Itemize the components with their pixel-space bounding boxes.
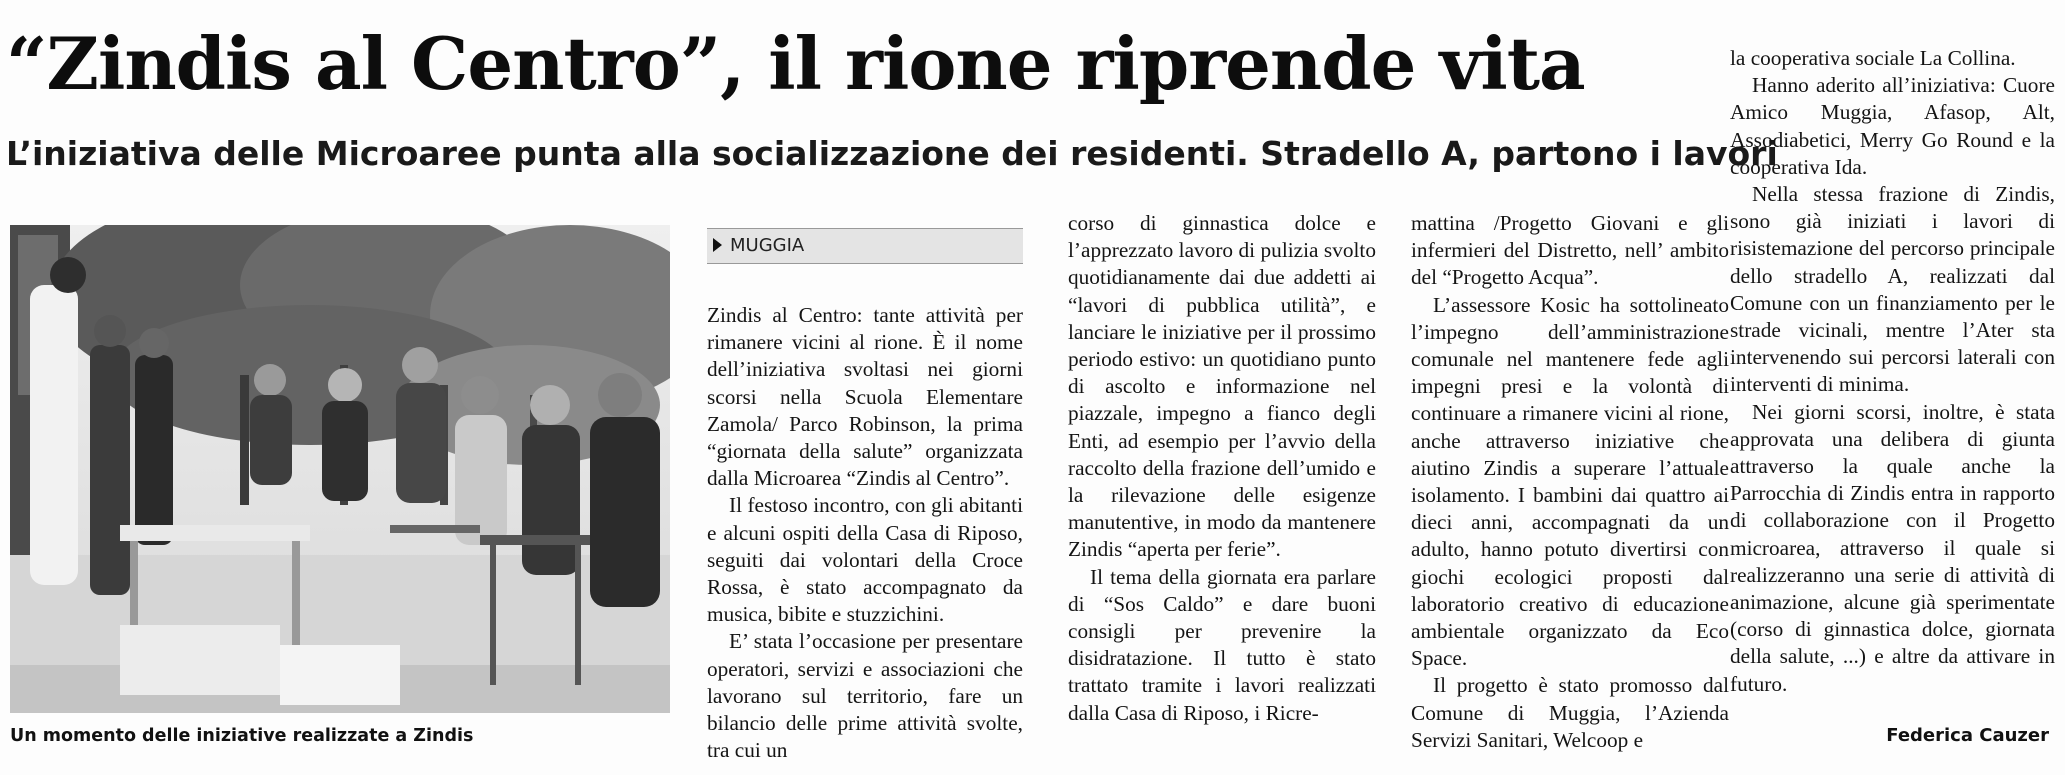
column-4: [1730, 45, 2055, 698]
paragraph: Il tema della giornata era parlare di “Sos Caldo” e dare buoni consigli per prevenire la disidratazione. Il tutto è stato trattato tramite i lavori realizzati dalla Casa di Riposo, i Ricre-: [1068, 564, 1376, 725]
paragraph: L’assessore Kosic ha sottolineato l’impegno dell’amministrazione comunale nel mantenere fede agli impegni presi e la volontà di continuare a rimanere vicini al rione, anche attraverso iniziative che aiutino Zindis a superare l’attuale isolamento. I bambini dai quattro ai dieci anni, accompagnati da un adulto, hanno potuto divertirsi con giochi ecologici proposti dal laboratorio creativo di educazione ambientale organizzato da Eco Space.: [1411, 292, 1729, 671]
photo-caption: Un momento delle iniziative realizzate a Zindis: [10, 726, 474, 746]
paragraph: Zindis al Centro: tante attività per rimanere vicini al rione. È il nome dell’iniziativa svoltasi nei giorni scorsi nella Scuola Elementare Zamola/ Parco Robinson, la prima “giornata della salute” organizzata dalla Microarea “Zindis al Centro”.: [707, 303, 1023, 491]
paragraph: la cooperativa sociale La Collina.: [1730, 46, 2016, 70]
section-marker-icon: [713, 238, 722, 252]
paragraph: Il progetto è stato promosso dal Comune di Muggia, l’Azienda Servizi Sanitari, Welcoop e: [1411, 673, 1729, 752]
column-2: [1068, 210, 1376, 727]
article-photo: [10, 225, 670, 713]
column-1: [707, 302, 1023, 764]
section-label: MUGGIA: [730, 235, 805, 256]
paragraph: Hanno aderito all’iniziativa: Cuore Amico Muggia, Afasop, Alt, Assodiabetici, Merry Go Round e la cooperativa Ida.: [1730, 73, 2055, 179]
byline: Federica Cauzer: [1886, 725, 2049, 746]
paragraph: Nei giorni scorsi, inoltre, è stata approvata una delibera di giunta attraverso la quale anche la Parrocchia di Zindis entra in rapporto di collaborazione con il Progetto microarea, attraverso il quale si realizzeranno una serie di attività di animazione, alcune già sperimentate (corso di ginnastica dolce, giornata della salute, ...) e altre da attivare in futuro.: [1730, 399, 2055, 696]
paragraph: Nella stessa frazione di Zindis, sono già iniziati i lavori di risistemazione del percorso principale dello stradello A, realizzati dal Comune con un finanziamento per le strade vicinali, mentre l’Ater sta intervenendo sui percorsi laterali con interventi di minima.: [1730, 182, 2055, 397]
photo-illustration: [10, 225, 670, 713]
column-3: [1411, 210, 1729, 754]
paragraph: E’ stata l’occasione per presentare operatori, servizi e associazioni che lavorano sul territorio, fare un bilancio delle prime attività svolte, tra cui un: [707, 629, 1023, 763]
subheadline: L’iniziativa delle Microaree punta alla socializzazione dei residenti. Stradello A, partono i lavori: [6, 134, 1778, 173]
paragraph: corso di ginnastica dolce e l’apprezzato lavoro di pulizia svolto quotidianamente dai due addetti ai “lavori di pubblica utilità”, e lanciare le iniziative per il prossimo periodo estivo: un quotidiano punto di ascolto e informazione nel piazzale, impegno a fianco degli Enti, ad esempio per l’avvio della raccolto della frazione dell’umido e la rilevazione delle esigenze manutentive, in modo da mantenere Zindis “aperta per ferie”.: [1068, 211, 1376, 562]
paragraph: mattina /Progetto Giovani e gli infermieri del Distretto, nell’ ambito del “Progetto Acqua”.: [1411, 211, 1729, 290]
headline: “Zindis al Centro”, il rione riprende vita: [6, 21, 1585, 106]
section-tag: [707, 228, 1023, 264]
paragraph: Il festoso incontro, con gli abitanti e alcuni ospiti della Casa di Riposo, seguiti dai volontari della Croce Rossa, è stato accompagnato da musica, bibite e stuzzichini.: [707, 493, 1023, 627]
